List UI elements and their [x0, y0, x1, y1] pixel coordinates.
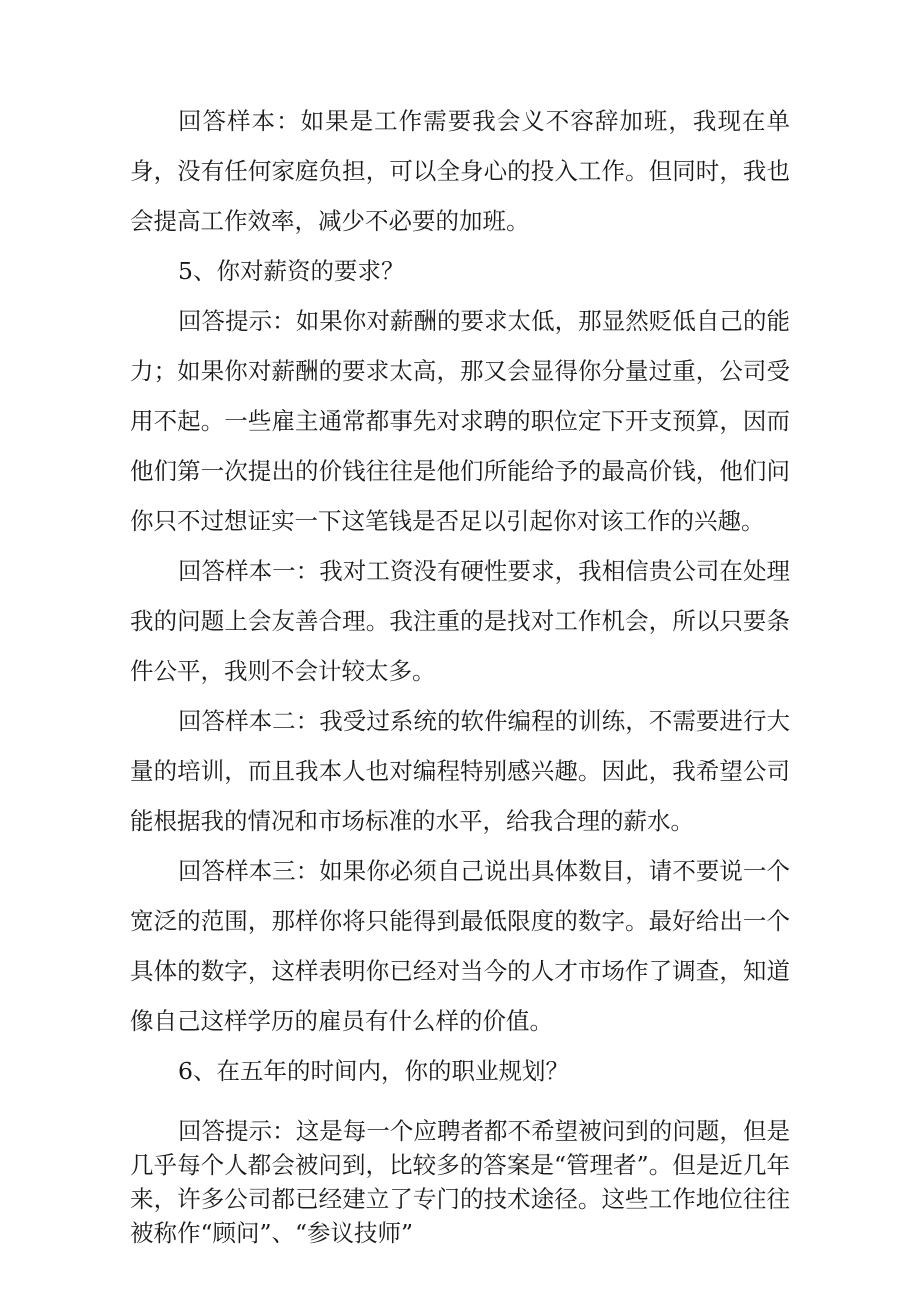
- answer-tip-paragraph-6: 回答提示：这是每一个应聘者都不希望被问到的问题，但是几乎每个人都会被问到，比较多的答案是“管理者”。但是近几年来，许多公司都已经建立了专门的技术途径。这些工作地位往往被称作“顾问”、“参议技师”: [130, 1117, 790, 1247]
- answer-sample-paragraph: 回答样本：如果是工作需要我会义不容辞加班，我现在单身，没有任何家庭负担，可以全身心的投入工作。但同时，我也会提高工作效率，减少不必要的加班。: [130, 107, 790, 235]
- question-heading-6: 6、在五年的时间内，你的职业规划？: [178, 1057, 569, 1085]
- document-body: [130, 96, 790, 1250]
- answer-tip-paragraph-5: 回答提示：如果你对薪酬的要求太低，那显然贬低自己的能力；如果你对薪酬的要求太高，那又会显得你分量过重，公司受用不起。一些雇主通常都事先对求聘的职位定下开支预算，因而他们第一次提出的价钱往往是他们所能给予的最高价钱，他们问你只不过想证实一下这笔钱是否足以引起你对该工作的兴趣。: [130, 307, 790, 535]
- answer-sample-paragraph-5-1: 回答样本一：我对工资没有硬性要求，我相信贵公司在处理我的问题上会友善合理。我注重的是找对工作机会，所以只要条件公平，我则不会计较太多。: [130, 557, 790, 685]
- answer-sample-paragraph-5-2: 回答样本二：我受过系统的软件编程的训练，不需要进行大量的培训，而且我本人也对编程特别感兴趣。因此，我希望公司能根据我的情况和市场标准的水平，给我合理的薪水。: [130, 707, 790, 835]
- answer-sample-paragraph-5-3: 回答样本三：如果你必须自己说出具体数目，请不要说一个宽泛的范围，那样你将只能得到最低限度的数字。最好给出一个具体的数字，这样表明你已经对当今的人才市场作了调查，知道像自己这样学历的雇员有什么样的价值。: [130, 857, 790, 1035]
- question-heading-5: 5、你对薪资的要求？: [178, 257, 405, 285]
